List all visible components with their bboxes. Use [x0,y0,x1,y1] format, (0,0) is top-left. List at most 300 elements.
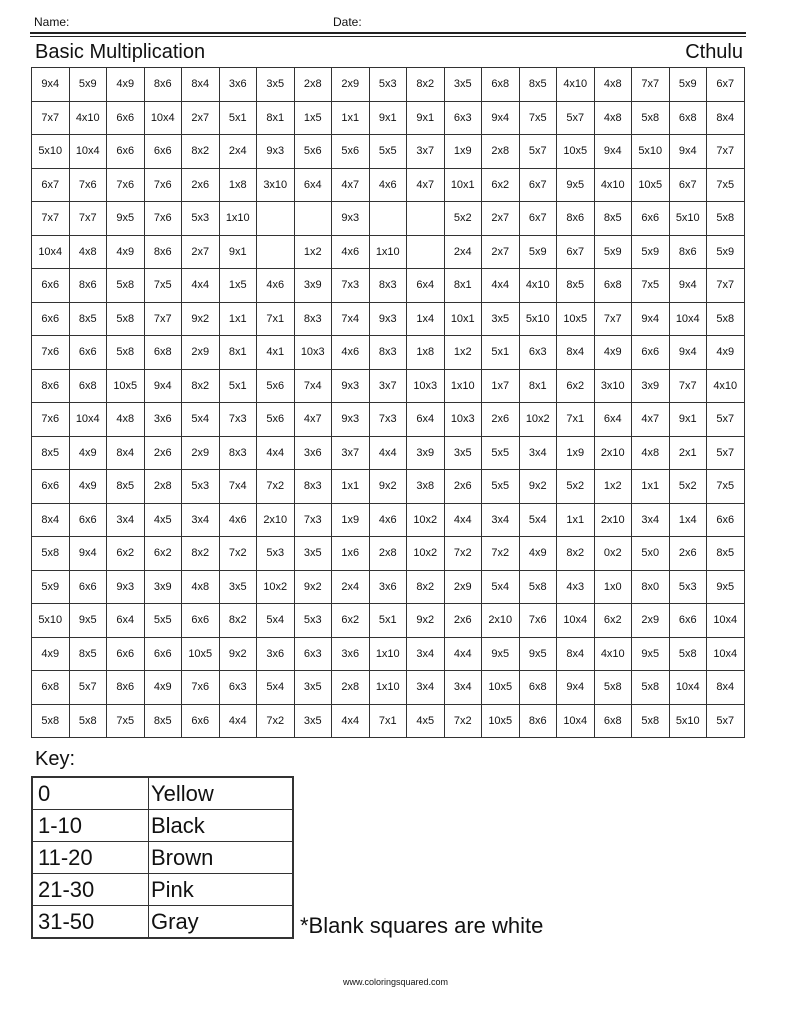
grid-cell[interactable]: 4x9 [107,235,145,269]
grid-cell[interactable]: 2x7 [482,202,520,236]
grid-cell[interactable]: 4x10 [594,637,632,671]
grid-cell[interactable]: 9x5 [519,637,557,671]
grid-cell[interactable]: 4x4 [219,704,257,738]
grid-cell[interactable]: 8x3 [219,436,257,470]
grid-cell[interactable]: 9x5 [69,604,107,638]
grid-cell[interactable]: 9x4 [669,269,707,303]
grid-cell[interactable]: 4x9 [144,671,182,705]
grid-cell[interactable]: 1x1 [632,470,670,504]
grid-cell[interactable]: 8x4 [32,503,70,537]
grid-cell[interactable]: 6x6 [32,470,70,504]
grid-cell[interactable]: 3x8 [407,470,445,504]
grid-cell[interactable]: 6x6 [632,202,670,236]
grid-cell[interactable]: 5x8 [519,570,557,604]
grid-cell[interactable]: 4x7 [332,168,370,202]
grid-cell[interactable]: 2x9 [444,570,482,604]
grid-cell[interactable]: 4x6 [332,336,370,370]
grid-cell[interactable]: 8x2 [407,570,445,604]
grid-cell[interactable]: 4x6 [369,168,407,202]
grid-cell[interactable]: 8x5 [144,704,182,738]
grid-cell[interactable]: 3x6 [332,637,370,671]
grid-cell[interactable]: 2x6 [444,470,482,504]
grid-cell[interactable]: 4x10 [69,101,107,135]
grid-cell[interactable]: 2x10 [594,436,632,470]
grid-cell[interactable]: 7x5 [519,101,557,135]
grid-cell[interactable]: 2x7 [182,101,220,135]
grid-cell[interactable]: 5x3 [294,604,332,638]
grid-cell[interactable]: 8x1 [519,369,557,403]
grid-cell[interactable]: 7x3 [219,403,257,437]
grid-cell[interactable]: 10x2 [407,537,445,571]
grid-cell[interactable]: 1x1 [219,302,257,336]
grid-cell[interactable]: 5x5 [482,470,520,504]
grid-cell[interactable]: 1x6 [332,537,370,571]
grid-cell[interactable]: 1x0 [594,570,632,604]
grid-cell[interactable]: 7x7 [32,101,70,135]
grid-cell[interactable]: 4x6 [332,235,370,269]
grid-cell[interactable]: 8x2 [182,537,220,571]
grid-cell[interactable]: 8x6 [32,369,70,403]
grid-cell[interactable]: 9x4 [669,135,707,169]
grid-cell[interactable]: 1x4 [407,302,445,336]
grid-cell[interactable]: 4x3 [557,570,595,604]
grid-cell[interactable]: 5x8 [594,671,632,705]
grid-cell[interactable]: 4x5 [144,503,182,537]
grid-cell[interactable]: 8x3 [294,470,332,504]
grid-cell[interactable]: 6x6 [182,604,220,638]
grid-cell[interactable]: 9x2 [294,570,332,604]
grid-cell[interactable]: 3x4 [482,503,520,537]
grid-cell[interactable]: 8x4 [107,436,145,470]
grid-cell[interactable]: 8x3 [294,302,332,336]
grid-cell[interactable]: 7x2 [257,704,295,738]
grid-cell[interactable]: 7x5 [707,470,745,504]
grid-cell[interactable]: 7x6 [182,671,220,705]
grid-cell[interactable]: 4x5 [407,704,445,738]
grid-cell[interactable]: 5x3 [257,537,295,571]
grid-cell[interactable]: 7x2 [257,470,295,504]
grid-cell[interactable]: 5x6 [332,135,370,169]
grid-cell[interactable]: 3x5 [482,302,520,336]
grid-cell[interactable]: 2x7 [482,235,520,269]
grid-cell[interactable]: 9x3 [257,135,295,169]
grid-cell[interactable]: 3x4 [632,503,670,537]
grid-cell[interactable]: 1x9 [557,436,595,470]
grid-cell[interactable]: 6x6 [182,704,220,738]
grid-cell[interactable]: 4x8 [69,235,107,269]
grid-cell[interactable]: 6x6 [669,604,707,638]
grid-cell[interactable]: 3x7 [332,436,370,470]
grid-cell[interactable]: 9x4 [32,68,70,102]
grid-cell[interactable]: 3x10 [257,168,295,202]
grid-cell[interactable]: 3x5 [294,704,332,738]
grid-cell[interactable]: 3x5 [294,537,332,571]
grid-cell[interactable]: 6x6 [107,135,145,169]
grid-cell[interactable]: 8x5 [707,537,745,571]
grid-cell[interactable]: 6x6 [69,336,107,370]
grid-cell[interactable]: 3x9 [632,369,670,403]
grid-cell[interactable]: 5x10 [32,604,70,638]
grid-cell[interactable]: 5x8 [707,202,745,236]
grid-cell[interactable]: 4x9 [69,436,107,470]
grid-cell[interactable]: 7x7 [632,68,670,102]
grid-cell[interactable]: 8x2 [182,369,220,403]
grid-cell[interactable]: 5x2 [557,470,595,504]
grid-cell[interactable]: 9x5 [707,570,745,604]
grid-cell[interactable]: 10x5 [482,671,520,705]
grid-cell[interactable]: 8x6 [519,704,557,738]
grid-cell[interactable]: 5x10 [669,704,707,738]
grid-cell[interactable]: 2x4 [219,135,257,169]
grid-cell[interactable]: 4x4 [182,269,220,303]
grid-cell[interactable]: 6x6 [107,101,145,135]
grid-cell[interactable]: 6x3 [219,671,257,705]
grid-cell[interactable]: 9x3 [332,369,370,403]
grid-cell[interactable]: 9x4 [144,369,182,403]
grid-cell[interactable]: 6x6 [69,570,107,604]
grid-cell[interactable]: 10x4 [707,604,745,638]
grid-cell[interactable]: 6x7 [32,168,70,202]
grid-cell[interactable]: 2x8 [369,537,407,571]
grid-cell[interactable]: 8x3 [369,336,407,370]
grid-cell[interactable]: 3x9 [294,269,332,303]
grid-cell[interactable]: 10x1 [444,302,482,336]
grid-cell[interactable]: 9x2 [407,604,445,638]
grid-cell[interactable]: 5x8 [107,336,145,370]
grid-cell[interactable]: 1x10 [219,202,257,236]
grid-cell[interactable]: 6x7 [707,68,745,102]
grid-cell[interactable]: 6x8 [144,336,182,370]
grid-cell[interactable]: 5x1 [219,369,257,403]
grid-cell[interactable]: 1x2 [294,235,332,269]
grid-cell[interactable]: 6x6 [632,336,670,370]
grid-cell[interactable]: 5x1 [369,604,407,638]
grid-cell[interactable]: 8x4 [557,637,595,671]
grid-cell[interactable]: 10x4 [69,135,107,169]
grid-cell[interactable] [369,202,407,236]
grid-cell[interactable]: 9x2 [219,637,257,671]
grid-cell[interactable]: 10x3 [407,369,445,403]
grid-cell[interactable]: 10x5 [632,168,670,202]
grid-cell[interactable]: 6x6 [32,302,70,336]
grid-cell[interactable]: 4x9 [32,637,70,671]
grid-cell[interactable]: 5x4 [257,671,295,705]
grid-cell[interactable]: 3x4 [182,503,220,537]
grid-cell[interactable]: 8x5 [594,202,632,236]
grid-cell[interactable]: 8x2 [219,604,257,638]
grid-cell[interactable]: 9x1 [407,101,445,135]
grid-cell[interactable]: 5x5 [482,436,520,470]
grid-cell[interactable]: 7x7 [707,269,745,303]
grid-cell[interactable]: 6x8 [594,269,632,303]
grid-cell[interactable]: 7x4 [332,302,370,336]
grid-cell[interactable]: 5x8 [632,101,670,135]
grid-cell[interactable]: 5x2 [669,470,707,504]
grid-cell[interactable]: 5x10 [669,202,707,236]
grid-cell[interactable]: 5x8 [107,269,145,303]
grid-cell[interactable]: 2x6 [144,436,182,470]
grid-cell[interactable]: 5x2 [444,202,482,236]
grid-cell[interactable]: 5x8 [69,704,107,738]
grid-cell[interactable]: 2x6 [182,168,220,202]
grid-cell[interactable]: 0x2 [594,537,632,571]
grid-cell[interactable]: 2x10 [482,604,520,638]
grid-cell[interactable]: 7x7 [144,302,182,336]
grid-cell[interactable]: 8x6 [144,68,182,102]
grid-cell[interactable]: 6x2 [144,537,182,571]
grid-cell[interactable]: 8x4 [182,68,220,102]
grid-cell[interactable]: 1x10 [369,671,407,705]
grid-cell[interactable]: 8x2 [557,537,595,571]
grid-cell[interactable]: 7x5 [144,269,182,303]
grid-cell[interactable]: 5x10 [32,135,70,169]
grid-cell[interactable]: 4x4 [444,637,482,671]
grid-cell[interactable]: 6x7 [557,235,595,269]
grid-cell[interactable]: 8x1 [219,336,257,370]
grid-cell[interactable]: 4x4 [444,503,482,537]
grid-cell[interactable] [257,235,295,269]
grid-cell[interactable]: 10x2 [519,403,557,437]
grid-cell[interactable]: 4x9 [594,336,632,370]
grid-cell[interactable]: 6x3 [519,336,557,370]
grid-cell[interactable]: 7x6 [32,336,70,370]
grid-cell[interactable]: 5x7 [519,135,557,169]
grid-cell[interactable]: 5x7 [707,436,745,470]
grid-cell[interactable]: 1x9 [444,135,482,169]
grid-cell[interactable]: 5x0 [632,537,670,571]
grid-cell[interactable]: 7x4 [294,369,332,403]
grid-cell[interactable]: 3x6 [219,68,257,102]
grid-cell[interactable]: 9x4 [594,135,632,169]
grid-cell[interactable]: 3x7 [369,369,407,403]
grid-cell[interactable]: 7x5 [707,168,745,202]
grid-cell[interactable]: 3x4 [407,637,445,671]
grid-cell[interactable]: 7x2 [219,537,257,571]
grid-cell[interactable]: 7x5 [632,269,670,303]
grid-cell[interactable]: 4x9 [107,68,145,102]
grid-cell[interactable]: 8x2 [182,135,220,169]
grid-cell[interactable]: 1x4 [669,503,707,537]
grid-cell[interactable]: 4x9 [707,336,745,370]
grid-cell[interactable]: 2x7 [182,235,220,269]
grid-cell[interactable]: 4x10 [557,68,595,102]
grid-cell[interactable]: 8x1 [257,101,295,135]
grid-cell[interactable]: 10x3 [444,403,482,437]
grid-cell[interactable]: 8x5 [69,637,107,671]
grid-cell[interactable]: 6x2 [482,168,520,202]
grid-cell[interactable]: 4x8 [182,570,220,604]
grid-cell[interactable]: 1x5 [219,269,257,303]
grid-cell[interactable]: 10x2 [257,570,295,604]
grid-cell[interactable]: 9x2 [182,302,220,336]
grid-cell[interactable]: 8x5 [519,68,557,102]
grid-cell[interactable]: 10x4 [557,704,595,738]
grid-cell[interactable]: 4x9 [69,470,107,504]
grid-cell[interactable] [257,202,295,236]
grid-cell[interactable]: 8x5 [557,269,595,303]
grid-cell[interactable]: 6x8 [69,369,107,403]
grid-cell[interactable]: 1x8 [219,168,257,202]
grid-cell[interactable]: 5x7 [707,704,745,738]
grid-cell[interactable]: 7x7 [594,302,632,336]
grid-cell[interactable]: 3x6 [369,570,407,604]
grid-cell[interactable]: 5x3 [669,570,707,604]
grid-cell[interactable]: 6x6 [707,503,745,537]
grid-cell[interactable]: 9x3 [107,570,145,604]
grid-cell[interactable]: 5x6 [257,403,295,437]
grid-cell[interactable]: 7x1 [369,704,407,738]
grid-cell[interactable]: 7x7 [32,202,70,236]
grid-cell[interactable]: 2x9 [332,68,370,102]
grid-cell[interactable]: 1x10 [444,369,482,403]
grid-cell[interactable]: 9x1 [669,403,707,437]
grid-cell[interactable]: 5x9 [69,68,107,102]
grid-cell[interactable]: 7x2 [444,704,482,738]
grid-cell[interactable]: 1x2 [444,336,482,370]
grid-cell[interactable]: 2x8 [294,68,332,102]
grid-cell[interactable]: 7x6 [69,168,107,202]
grid-cell[interactable]: 6x2 [107,537,145,571]
grid-cell[interactable]: 9x2 [369,470,407,504]
grid-cell[interactable]: 7x3 [332,269,370,303]
grid-cell[interactable]: 4x8 [594,68,632,102]
grid-cell[interactable]: 9x5 [107,202,145,236]
grid-cell[interactable]: 2x9 [632,604,670,638]
grid-cell[interactable]: 4x6 [369,503,407,537]
grid-cell[interactable]: 2x6 [444,604,482,638]
grid-cell[interactable]: 6x8 [482,68,520,102]
grid-cell[interactable]: 8x5 [69,302,107,336]
grid-cell[interactable]: 1x7 [482,369,520,403]
grid-cell[interactable]: 4x8 [594,101,632,135]
grid-cell[interactable]: 1x8 [407,336,445,370]
grid-cell[interactable]: 5x1 [219,101,257,135]
grid-cell[interactable]: 4x1 [257,336,295,370]
grid-cell[interactable]: 9x1 [219,235,257,269]
grid-cell[interactable]: 2x10 [594,503,632,537]
grid-cell[interactable]: 10x4 [557,604,595,638]
grid-cell[interactable]: 6x6 [69,503,107,537]
grid-cell[interactable]: 5x8 [32,537,70,571]
grid-cell[interactable]: 5x5 [369,135,407,169]
grid-cell[interactable]: 9x3 [369,302,407,336]
grid-cell[interactable]: 6x8 [594,704,632,738]
grid-cell[interactable]: 8x6 [144,235,182,269]
grid-cell[interactable]: 10x5 [557,302,595,336]
grid-cell[interactable]: 4x9 [519,537,557,571]
grid-cell[interactable]: 6x3 [294,637,332,671]
grid-cell[interactable]: 10x4 [669,671,707,705]
grid-cell[interactable]: 7x3 [294,503,332,537]
grid-cell[interactable]: 8x2 [407,68,445,102]
grid-cell[interactable]: 3x9 [144,570,182,604]
grid-cell[interactable]: 8x5 [107,470,145,504]
grid-cell[interactable]: 5x8 [669,637,707,671]
grid-cell[interactable]: 10x4 [707,637,745,671]
grid-cell[interactable]: 3x4 [107,503,145,537]
grid-cell[interactable]: 6x7 [669,168,707,202]
grid-cell[interactable]: 2x1 [669,436,707,470]
grid-cell[interactable]: 6x2 [594,604,632,638]
grid-cell[interactable]: 10x4 [144,101,182,135]
grid-cell[interactable]: 4x10 [519,269,557,303]
grid-cell[interactable]: 5x10 [519,302,557,336]
grid-cell[interactable]: 3x5 [444,436,482,470]
grid-cell[interactable]: 4x8 [107,403,145,437]
grid-cell[interactable]: 2x9 [182,336,220,370]
grid-cell[interactable]: 1x10 [369,637,407,671]
grid-cell[interactable]: 1x5 [294,101,332,135]
grid-cell[interactable]: 10x3 [294,336,332,370]
grid-cell[interactable]: 5x4 [257,604,295,638]
grid-cell[interactable]: 7x1 [557,403,595,437]
grid-cell[interactable]: 7x6 [144,202,182,236]
grid-cell[interactable]: 6x4 [407,403,445,437]
grid-cell[interactable]: 3x6 [144,403,182,437]
grid-cell[interactable]: 7x7 [669,369,707,403]
grid-cell[interactable]: 5x4 [519,503,557,537]
grid-cell[interactable]: 7x2 [444,537,482,571]
grid-cell[interactable]: 3x7 [407,135,445,169]
grid-cell[interactable]: 2x8 [332,671,370,705]
grid-cell[interactable]: 3x4 [519,436,557,470]
grid-cell[interactable]: 4x8 [632,436,670,470]
grid-cell[interactable]: 10x4 [69,403,107,437]
grid-cell[interactable]: 5x1 [482,336,520,370]
grid-cell[interactable]: 9x5 [557,168,595,202]
grid-cell[interactable]: 9x3 [332,202,370,236]
grid-cell[interactable]: 4x10 [707,369,745,403]
grid-cell[interactable]: 5x9 [519,235,557,269]
grid-cell[interactable]: 4x4 [482,269,520,303]
grid-cell[interactable]: 10x4 [669,302,707,336]
grid-cell[interactable]: 10x5 [182,637,220,671]
grid-cell[interactable]: 2x10 [257,503,295,537]
grid-cell[interactable]: 6x8 [669,101,707,135]
grid-cell[interactable]: 1x1 [557,503,595,537]
grid-cell[interactable]: 8x3 [369,269,407,303]
grid-cell[interactable]: 5x7 [69,671,107,705]
grid-cell[interactable]: 9x4 [669,336,707,370]
grid-cell[interactable]: 4x4 [369,436,407,470]
grid-cell[interactable]: 7x3 [369,403,407,437]
grid-cell[interactable]: 6x8 [32,671,70,705]
grid-cell[interactable]: 3x10 [594,369,632,403]
grid-cell[interactable]: 10x2 [407,503,445,537]
grid-cell[interactable]: 3x5 [444,68,482,102]
grid-cell[interactable]: 6x4 [294,168,332,202]
grid-cell[interactable]: 5x8 [632,704,670,738]
grid-cell[interactable]: 9x5 [632,637,670,671]
grid-cell[interactable]: 3x4 [407,671,445,705]
grid-cell[interactable]: 8x6 [557,202,595,236]
grid-cell[interactable]: 5x4 [482,570,520,604]
grid-cell[interactable]: 4x4 [257,436,295,470]
grid-cell[interactable]: 7x1 [257,302,295,336]
grid-cell[interactable]: 6x4 [407,269,445,303]
grid-cell[interactable]: 6x4 [594,403,632,437]
grid-cell[interactable]: 9x4 [557,671,595,705]
grid-cell[interactable]: 8x4 [557,336,595,370]
grid-cell[interactable]: 4x7 [632,403,670,437]
grid-cell[interactable]: 7x4 [219,470,257,504]
grid-cell[interactable]: 5x8 [32,704,70,738]
grid-cell[interactable] [407,235,445,269]
grid-cell[interactable]: 4x10 [594,168,632,202]
grid-cell[interactable]: 4x7 [294,403,332,437]
grid-cell[interactable]: 5x9 [707,235,745,269]
grid-cell[interactable]: 10x5 [557,135,595,169]
